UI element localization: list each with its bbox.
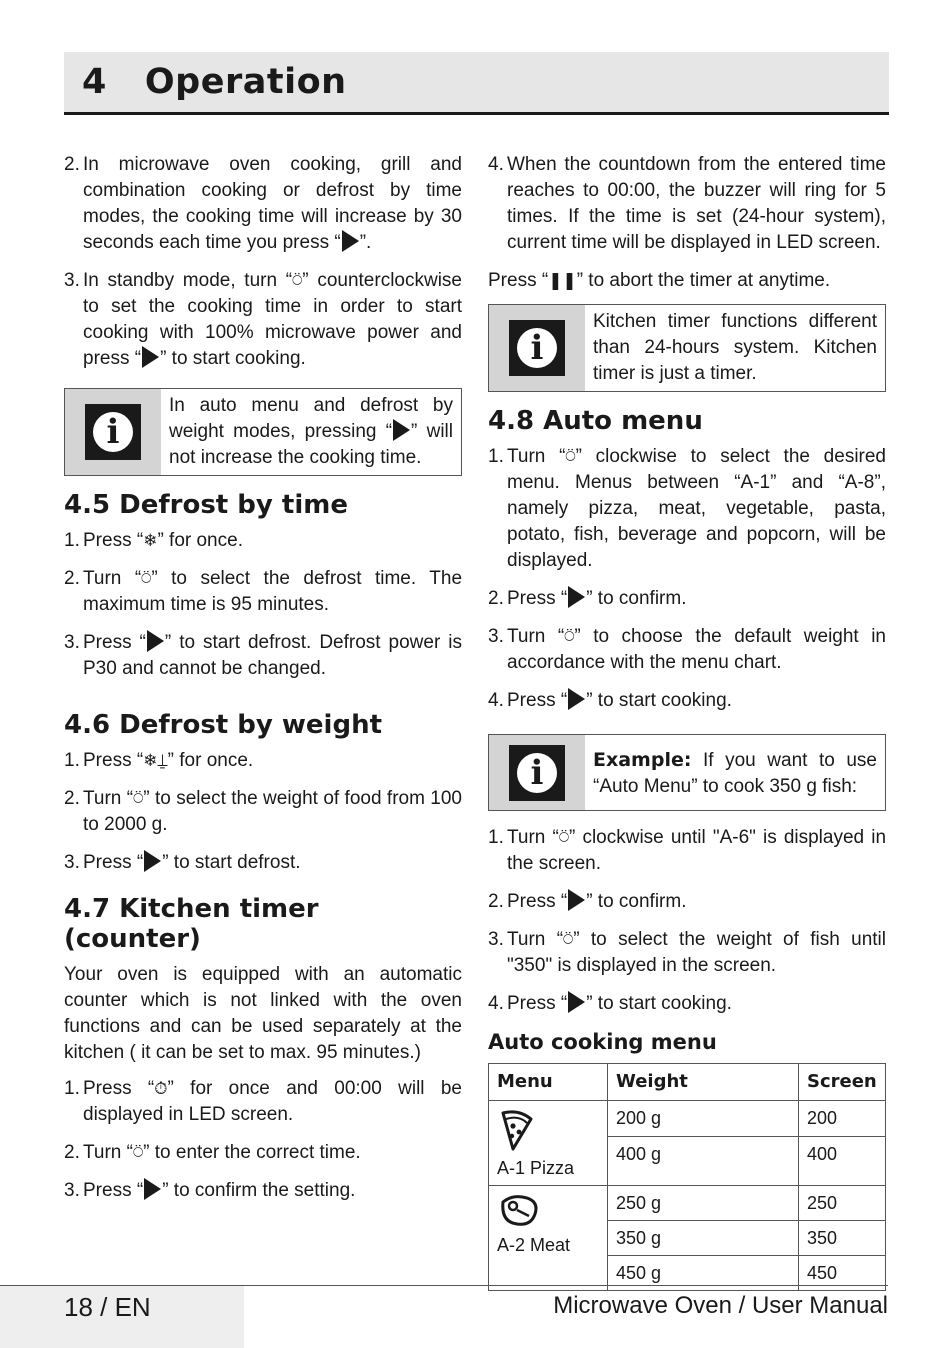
list-item: 1. Turn “⍥” clockwise to select the desired menu. Menus between “A-1” and “A-8”, namely pizza, meat, vegetable, pasta, potato, fish, beverage and popcorn, will be displayed. <box>488 446 886 571</box>
table-row: A-1 Pizza 200 g 200 <box>489 1101 886 1137</box>
timer-icon: ⏱ <box>154 1079 168 1099</box>
section-title-defrost-weight: 4.6 Defrost by weight <box>64 710 383 740</box>
knob-icon: ⍥ <box>132 1143 144 1163</box>
list-item: 1. Turn “⍥” clockwise until "A-6" is displayed in the screen. <box>488 827 887 874</box>
play-icon <box>144 850 161 872</box>
knob-icon: ⍥ <box>292 271 303 291</box>
left-column <box>64 152 462 1216</box>
list-item: 4. Press “ ” to start cooking. <box>488 993 732 1014</box>
menu-cell: A-1 Pizza <box>489 1101 608 1186</box>
list-item: 2. Turn “⍥” to enter the correct time. <box>64 1142 361 1163</box>
list-item: 2. Press “ ” to confirm. <box>488 891 687 912</box>
table-row: A-2 Meat 250 g 250 <box>489 1186 886 1221</box>
list-item: 1. Press “❄⍊” for once. <box>64 750 254 771</box>
table-header: Screen <box>799 1064 886 1101</box>
table-header: Weight <box>608 1064 799 1101</box>
abort-note: Press “❚❚” to abort the timer at anytime. <box>488 270 831 291</box>
list-item: 3. Turn “⍥” to choose the default weight in accordance with the menu chart. <box>488 626 886 673</box>
play-icon <box>142 346 159 368</box>
list-item: 2. Turn “⍥” to select the defrost time. The maximum time is 95 minutes. <box>64 568 463 615</box>
table-row: 350 g 350 <box>489 1221 886 1256</box>
section-title-defrost-time: 4.5 Defrost by time <box>64 490 348 520</box>
section-title-auto-menu: 4.8 Auto menu <box>488 406 703 436</box>
table-row: 400 g 400 <box>489 1137 886 1186</box>
knob-icon: ⍥ <box>133 789 144 809</box>
section-title-kitchen-timer: 4.7 Kitchen timer (counter) <box>64 894 319 954</box>
table-header-row <box>489 1064 886 1101</box>
list-item: 3. Press “ ” to confirm the setting. <box>64 1180 356 1201</box>
play-icon <box>147 630 164 652</box>
table-title: Auto cooking menu <box>488 1030 717 1054</box>
list-item: 1. Press “❄” for once. <box>64 530 243 551</box>
play-icon <box>568 586 585 608</box>
pizza-icon <box>497 1107 537 1153</box>
menu-cell: A-2 Meat <box>489 1186 608 1291</box>
table-row: 450 g 450 <box>489 1256 886 1291</box>
info-icon: i <box>509 745 565 801</box>
steak-icon <box>497 1192 541 1230</box>
manual-title: Microwave Oven / User Manual <box>553 1292 888 1319</box>
play-icon <box>144 1178 161 1200</box>
list-item: 3. In standby mode, turn “⍥” counterclockwise to set the cooking time in order to start cooking with 100% microwave power and press “ ” to start cooking. <box>64 270 462 369</box>
list-item: 4. When the countdown from the entered time reaches to 00:00, the buzzer will ring for 5 times. If the time is set (24-hour system), current time will be displayed in LED screen. <box>488 154 886 253</box>
play-icon <box>568 889 585 911</box>
table-header: Menu <box>489 1064 608 1101</box>
knob-icon: ⍥ <box>141 569 152 589</box>
stop-icon: ❚❚ <box>548 271 577 291</box>
chapter-title: 4 Operation <box>82 62 347 102</box>
list-item: 4. Press “ ” to start cooking. <box>488 690 732 711</box>
section-intro: Your oven is equipped with an automatic counter which is not linked with the oven functions and can be used separately at the kitchen ( it can be set to max. 95 minutes.) <box>64 964 462 1063</box>
page-number: 18 / EN <box>64 1292 151 1322</box>
footer-divider <box>0 1285 888 1286</box>
info-note: i In auto menu and defrost by weight modes, pressing “ ” will not increase the cooking time. <box>64 388 462 476</box>
info-icon: i <box>509 320 565 376</box>
play-icon <box>568 688 585 710</box>
knob-icon: ⍥ <box>565 447 576 467</box>
auto-cooking-table <box>488 1063 886 1291</box>
defrost-weight-icon: ❄⍊ <box>143 751 168 771</box>
chapter-header <box>64 52 889 115</box>
list-item: 2. In microwave oven cooking, grill and combination cooking or defrost by time modes, the cooking time will increase by 30 seconds each time you press “ ”. <box>64 154 462 253</box>
defrost-time-icon: ❄ <box>143 531 158 551</box>
knob-icon: ⍥ <box>558 828 570 848</box>
list-item: 1. Press “⏱” for once and 00:00 will be displayed in LED screen. <box>64 1078 462 1125</box>
knob-icon: ⍥ <box>563 930 574 950</box>
knob-icon: ⍥ <box>564 627 575 647</box>
right-column <box>488 152 886 1291</box>
info-note: i Kitchen timer functions different than 24-hours system. Kitchen timer is just a timer. <box>488 304 886 392</box>
info-note: i Example: If you want to use “Auto Menu” to cook 350 g fish: <box>488 734 886 811</box>
list-item: 3. Press “ ” to start defrost. <box>64 852 301 873</box>
play-icon <box>393 419 410 441</box>
play-icon <box>568 991 585 1013</box>
list-item: 2. Press “ ” to confirm. <box>488 588 687 609</box>
list-item: 3. Press “ ” to start defrost. Defrost power is P30 and cannot be changed. <box>64 632 462 679</box>
info-icon: i <box>85 404 141 460</box>
list-item: 2. Turn “⍥” to select the weight of food from 100 to 2000 g. <box>64 788 462 835</box>
list-item: 3. Turn “⍥” to select the weight of fish until "350" is displayed in the screen. <box>488 929 886 976</box>
play-icon <box>342 230 359 252</box>
